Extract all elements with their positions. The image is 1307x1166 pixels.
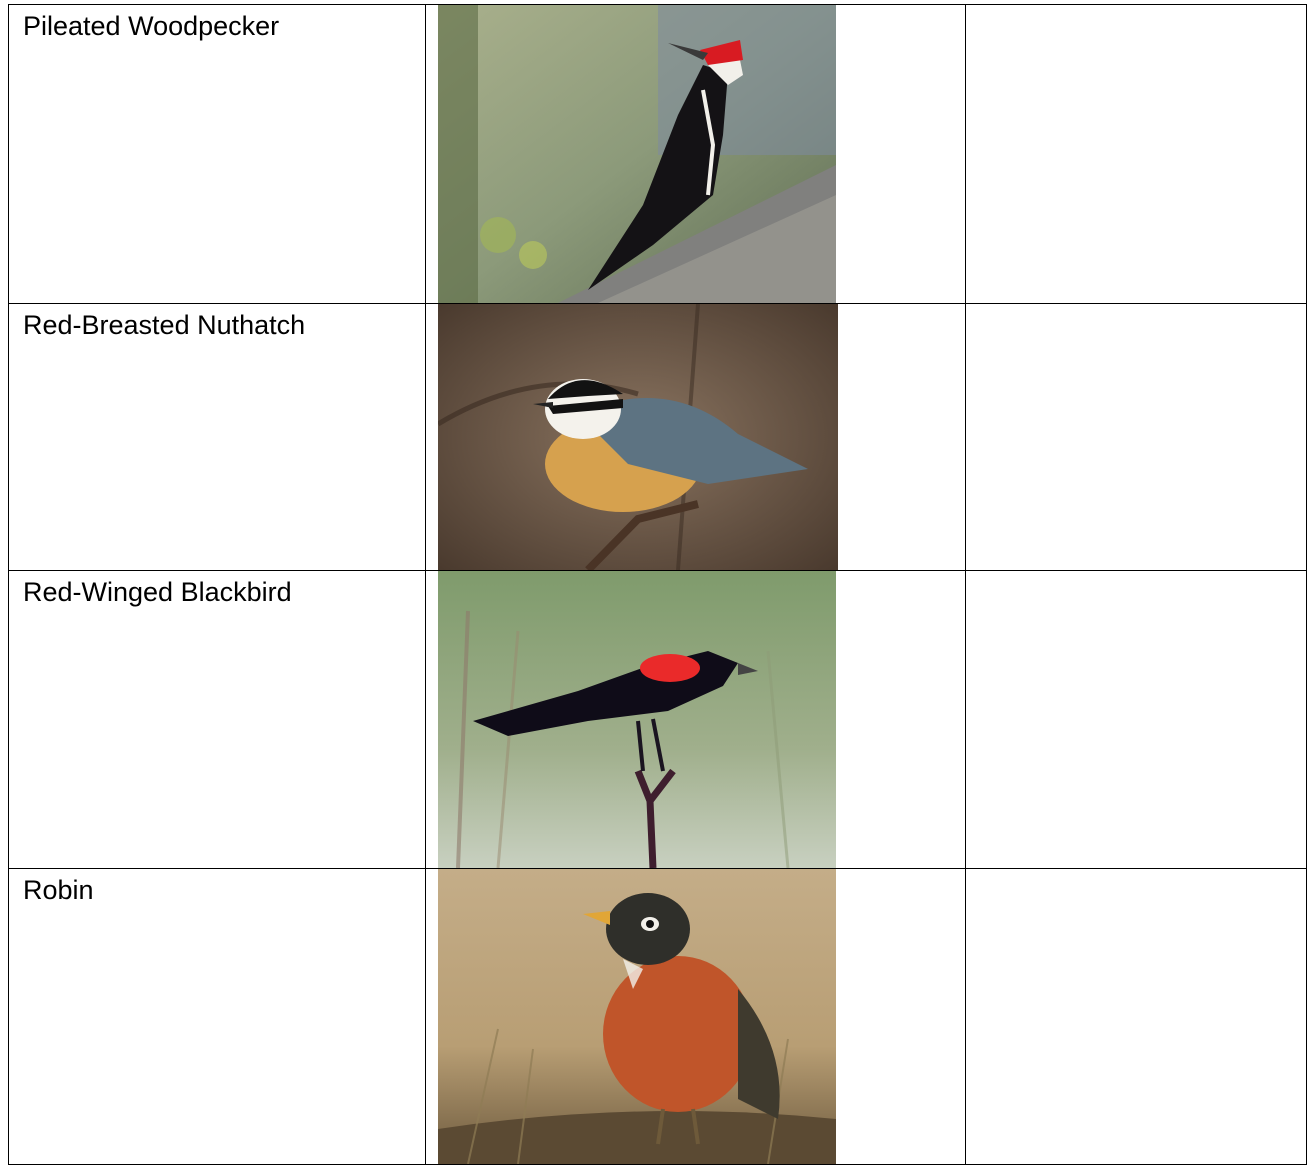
table-row [9,5,1307,304]
bird-name-cell [9,5,426,304]
bird-name: Red-Breasted Nuthatch [23,310,306,340]
bird-name: Red-Winged Blackbird [23,577,292,607]
bird-name-cell [9,869,426,1165]
red-winged-blackbird-photo [438,571,836,868]
bird-name-cell [9,304,426,571]
pileated-woodpecker-photo [438,5,836,303]
table-row [9,869,1307,1165]
empty-cell [966,869,1307,1165]
bird-name-cell [9,571,426,869]
bird-photo-cell [425,5,966,304]
bird-photo-cell [425,304,966,571]
bird-name: Robin [23,875,94,905]
empty-cell [966,5,1307,304]
bird-table [8,4,1307,1165]
empty-cell [966,571,1307,869]
empty-cell [966,304,1307,571]
table-row [9,304,1307,571]
table-row [9,571,1307,869]
red-breasted-nuthatch-photo [438,304,838,570]
bird-name: Pileated Woodpecker [23,11,280,41]
bird-photo-cell [425,571,966,869]
bird-photo-cell [425,869,966,1165]
american-robin-photo [438,869,836,1164]
